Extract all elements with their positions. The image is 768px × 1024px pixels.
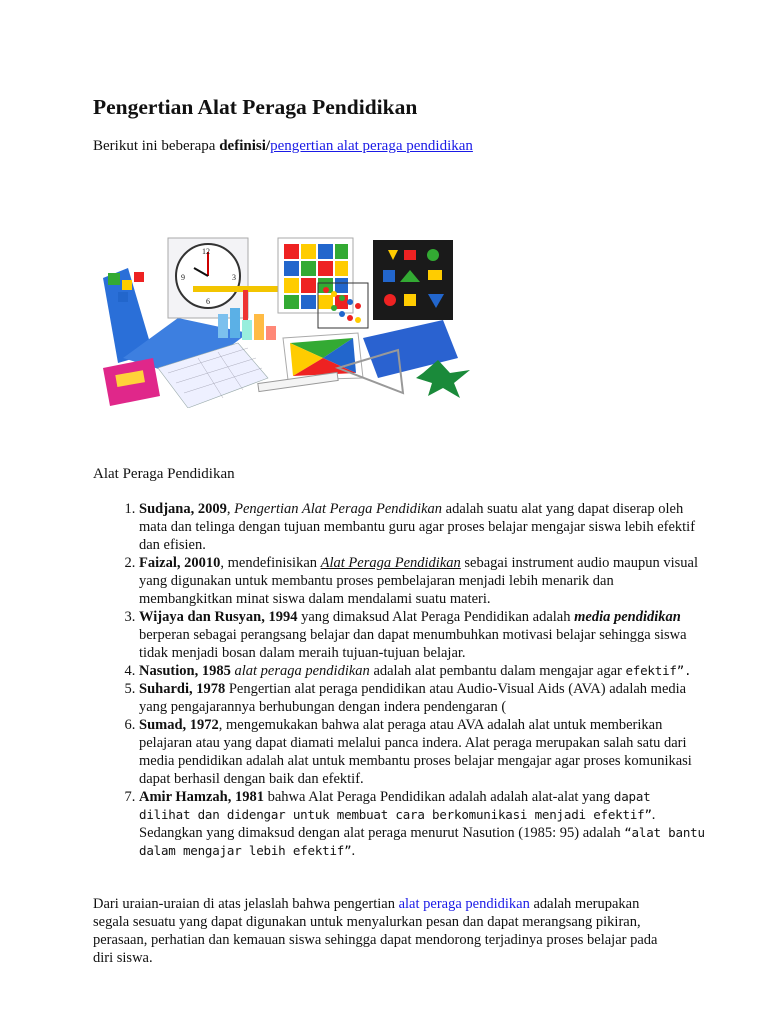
list-item: 5. Suhardi, 1978 Pengertian alat peraga pendidikan atau Audio-Visual Aids (AVA) adalah media yang pengajarannya berhubungan dengan indera pendengaran ( (139, 680, 705, 716)
teaching-aids-photo-icon (98, 228, 488, 408)
list-item: 4. Nasution, 1985 alat peraga pendidikan adalah alat pembantu dalam mengajar agar efektif”. (139, 662, 705, 680)
list-item: 1. Sudjana, 2009, Pengertian Alat Peraga Pendidikan adalah suatu alat yang dapat diserap oleh mata dan telinga dengan tujuan membantu guru agar proses belajar mengajar siswa lebih efektif dan efisien. (139, 500, 705, 554)
figure-caption: Alat Peraga Pendidikan (93, 466, 235, 482)
list-item: 6. Sumad, 1972, mengemukakan bahwa alat peraga atau AVA adalah alat untuk memberikan pelajaran atau yang dapat diamati melalui panca indera. Alat peraga merupakan salah satu dari media pendidikan adalah alat untuk membantu proses belajar mengajar agar proses komunikasi dapat berhasil dengan baik dan efektif. (139, 716, 705, 788)
conclusion-paragraph: Dari uraian-uraian di atas jelaslah bahwa pengertian alat peraga pendidikan adalah merupakan segala sesuatu yang dapat digunakan untuk menyalurkan pesan dan dapat merangsang pikiran, perasaan, perhatian dan kemauan siswa sehingga dapat mendorong terjadinya proses belajar pada diri siswa. (93, 896, 658, 966)
svg-text:6: 6 (206, 297, 210, 306)
intro-link[interactable]: pengertian alat peraga pendidikan (270, 138, 473, 154)
list-item: 2. Faizal, 20010, mendefinisikan Alat Peraga Pendidikan sebagai instrument audio maupun visual yang digunakan untuk membantu proses pembelajaran menjadi lebih menarik dan membangkitkan minat siswa dalam mendalami suatu materi. (139, 554, 705, 608)
svg-text:3: 3 (232, 273, 236, 282)
list-item: 7. Amir Hamzah, 1981 bahwa Alat Peraga Pendidikan adalah adalah alat-alat yang dapat dilihat dan didengar untuk membuat cara berkomunikasi menjadi efektif”. Sedangkan yang dimaksud dengan alat peraga menurut Nasution (1985: 95) adalah “alat bantu dalam mengajar lebih efektif”. (139, 788, 705, 860)
list-item: 3. Wijaya dan Rusyan, 1994 yang dimaksud Alat Peraga Pendidikan adalah media pendidikan berperan sebagai perangsang belajar dan dapat menumbuhkan motivasi belajar sehingga siswa tidak menjadi bosan dalam meraih tujuan-tujuan belajar. (139, 608, 705, 662)
svg-text:9: 9 (181, 273, 185, 282)
conclusion-link[interactable]: alat peraga pendidikan (398, 896, 530, 912)
page-title: Pengertian Alat Peraga Pendidikan (93, 95, 418, 119)
svg-text:12: 12 (202, 247, 210, 256)
intro-paragraph (93, 138, 473, 155)
intro-bold: definisi/ (219, 138, 271, 154)
intro-lead: Berikut ini beberapa (93, 138, 220, 154)
definition-list (93, 500, 705, 860)
